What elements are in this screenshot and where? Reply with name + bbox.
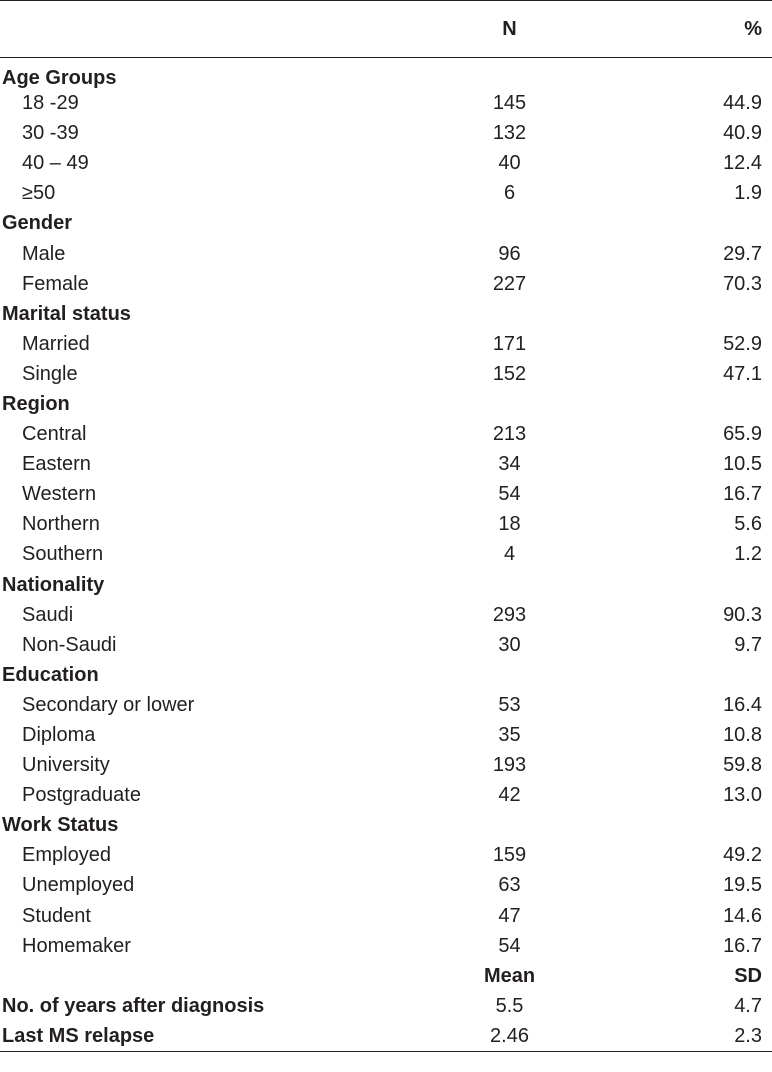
row-percent: 10.8 (723, 724, 762, 747)
row-n: 4 (503, 543, 516, 566)
section-row (0, 208, 772, 238)
section-title: Education (2, 663, 99, 686)
table-row (0, 419, 772, 449)
row-percent: 65.9 (723, 423, 762, 446)
table-row (0, 750, 772, 780)
row-label: Female (22, 272, 89, 295)
table-row (0, 449, 772, 479)
row-n: 227 (492, 272, 527, 295)
row-n: 54 (498, 483, 521, 506)
section-row (0, 389, 772, 419)
row-label: Student (22, 904, 91, 927)
section-row (0, 299, 772, 329)
row-n: 30 (498, 633, 521, 656)
row-label: Northern (22, 513, 100, 536)
stats-header-row (0, 961, 772, 991)
table-row (0, 509, 772, 539)
table-row (0, 359, 772, 389)
row-percent: 44.9 (723, 92, 762, 115)
table-row (0, 840, 772, 870)
table-row (0, 329, 772, 359)
row-percent: 49.2 (723, 844, 762, 867)
row-percent: 52.9 (723, 332, 762, 355)
row-label: Male (22, 242, 66, 265)
row-n: 47 (498, 904, 521, 927)
row-n: 34 (498, 453, 521, 476)
row-label: Diploma (22, 724, 96, 747)
row-label: 30 -39 (22, 122, 79, 145)
row-n: 159 (492, 844, 527, 867)
stats-sd: 4.7 (734, 994, 762, 1017)
row-percent: 29.7 (723, 242, 762, 265)
row-label: Secondary or lower (22, 693, 195, 716)
table-row (0, 901, 772, 931)
header-label (0, 1, 380, 58)
row-label: Southern (22, 543, 104, 566)
table-row (0, 870, 772, 900)
row-percent: 14.6 (723, 904, 762, 927)
table-row (0, 178, 772, 208)
table-row (0, 118, 772, 148)
table-row (0, 690, 772, 720)
section-title: Gender (2, 212, 73, 235)
row-percent: 70.3 (723, 272, 762, 295)
row-n: 152 (492, 362, 527, 385)
row-percent: 5.6 (734, 513, 762, 536)
row-percent: 90.3 (723, 603, 762, 626)
row-n: 40 (498, 152, 521, 175)
row-percent: 16.7 (723, 483, 762, 506)
section-title: Age Groups (2, 67, 117, 89)
stats-header-mean: Mean (483, 964, 536, 987)
row-n: 63 (498, 874, 521, 897)
section-row (0, 810, 772, 840)
stats-header-sd: SD (734, 964, 762, 987)
section-row (0, 58, 772, 89)
table-row (0, 479, 772, 509)
stats-row (0, 1021, 772, 1051)
row-n: 213 (492, 423, 527, 446)
row-n: 18 (498, 513, 521, 536)
row-label: Unemployed (22, 874, 135, 897)
stats-label: Last MS relapse (0, 1021, 380, 1051)
row-n: 132 (492, 122, 527, 145)
row-percent: 59.8 (723, 754, 762, 777)
header-percent: % (639, 1, 772, 58)
stats-mean: 5.5 (495, 994, 524, 1017)
row-n: 193 (492, 754, 527, 777)
row-label: Non-Saudi (22, 633, 117, 656)
row-label: Employed (22, 844, 111, 867)
row-percent: 9.7 (734, 633, 762, 656)
row-label: Central (22, 423, 87, 446)
row-label: 40 – 49 (22, 152, 89, 175)
row-percent: 40.9 (723, 122, 762, 145)
row-percent: 12.4 (723, 152, 762, 175)
row-n: 35 (498, 724, 521, 747)
row-label: Postgraduate (22, 784, 141, 807)
row-percent: 16.7 (723, 934, 762, 957)
stats-header-label (0, 961, 380, 991)
row-label: Saudi (22, 603, 74, 626)
stats-row (0, 991, 772, 1021)
row-n: 42 (498, 784, 521, 807)
table-row (0, 539, 772, 569)
section-title: Region (2, 392, 70, 415)
row-n: 54 (498, 934, 521, 957)
row-label: Western (22, 483, 97, 506)
row-percent: 47.1 (723, 362, 762, 385)
row-n: 53 (498, 693, 521, 716)
row-label: University (22, 754, 110, 777)
row-percent: 16.4 (723, 693, 762, 716)
row-label: Homemaker (22, 934, 131, 957)
row-n: 171 (492, 332, 527, 355)
section-title: Nationality (2, 573, 105, 596)
row-n: 6 (503, 182, 516, 205)
table-row (0, 238, 772, 268)
row-percent: 13.0 (723, 784, 762, 807)
row-percent: 10.5 (723, 453, 762, 476)
row-n: 293 (492, 603, 527, 626)
section-row (0, 660, 772, 690)
table-row (0, 720, 772, 750)
table-row (0, 600, 772, 630)
row-label: Married (22, 332, 90, 355)
row-percent: 1.9 (734, 182, 762, 205)
section-title: Marital status (2, 302, 131, 325)
row-label: 18 -29 (22, 92, 79, 115)
section-row (0, 570, 772, 600)
stats-sd: 2.3 (639, 1021, 772, 1051)
table-row (0, 780, 772, 810)
section-title: Work Status (2, 814, 119, 837)
table-row (0, 630, 772, 660)
row-label: Eastern (22, 453, 91, 476)
table-row (0, 269, 772, 299)
row-n: 145 (492, 92, 527, 115)
table-row (0, 148, 772, 178)
row-percent: 1.2 (734, 543, 762, 566)
table-header-row (0, 1, 772, 58)
row-percent: 19.5 (723, 874, 762, 897)
table-row (0, 931, 772, 961)
stats-label: No. of years after diagnosis (2, 994, 265, 1017)
header-n: N (380, 1, 639, 58)
row-label: Single (22, 362, 78, 385)
stats-mean: 2.46 (380, 1021, 639, 1051)
row-n: 96 (498, 242, 521, 265)
row-label: ≥50 (22, 182, 56, 205)
table-row (0, 88, 772, 118)
